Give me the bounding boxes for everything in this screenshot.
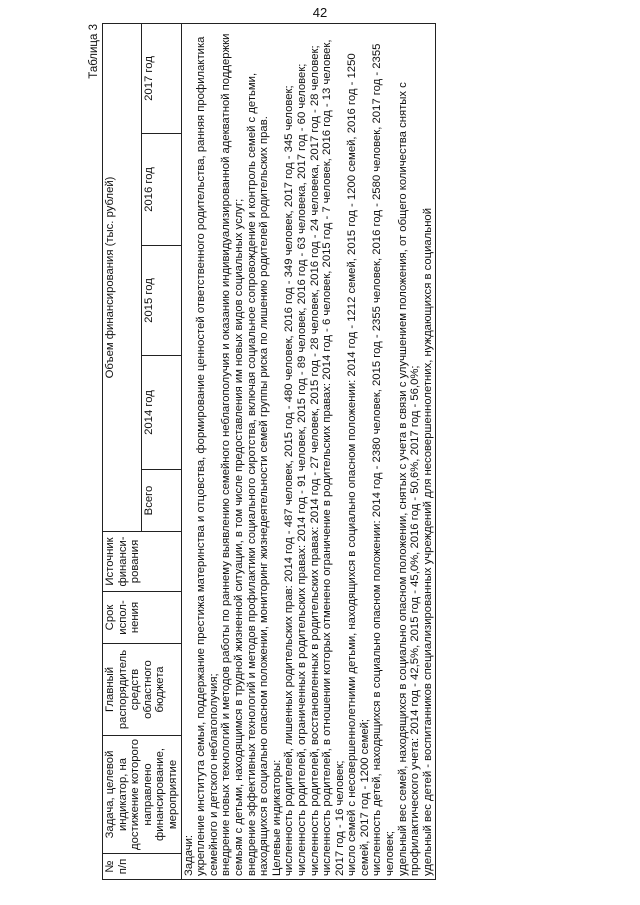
table-body-row: [181, 23, 436, 879]
subheader-2016: 2016 год: [142, 134, 181, 246]
body-line: Задачи:: [182, 834, 195, 876]
body-line: численность родителей, в отношении которых отменено ограничение в родительских правах: 2014 год - 6 человек, 2015 год - 7 человек, 2016 год - 13 человек, 2017 год - 16 человек;: [321, 39, 346, 876]
body-line: число семей с несовершеннолетними детьми, находящихся в социально опасном положении: 2014 год - 1212 семей, 2015 год - 1200 семей, 2016 год - 1250 семей, 2017 год - 1200 семей;: [346, 53, 371, 876]
body-line: удельный вес детей - воспитанников специализированных учреждений для несовершеннолетних, нуждающихся в социальной: [421, 207, 434, 876]
header-source: Источник финанси- рования: [103, 532, 182, 592]
body-line: укрепление института семьи, поддержание престижа материнства и отцовства, формирование ценностей ответственного родительства, ранняя профилактика семейного и детского неблагополучия;: [195, 36, 220, 876]
subheader-total: Всего: [142, 470, 181, 532]
body-line: численность родителей, ограниченных в родительских правах: 2014 год - 91 человек, 2015 год - 89 человек, 2016 год - 63 человека, 2017 год - 60 человек;: [295, 63, 308, 876]
subheader-2017: 2017 год: [142, 23, 181, 133]
body-line: численность родителей, восстановленных в родительских правах: 2014 год - 27 человек, 2015 год - 28 человек, 2016 год - 24 человека, 2017 год - 28 человек;: [308, 45, 321, 876]
body-line: внедрение новых технологий и методов работы по раннему выявлению семейного неблагополучия и оказанию индивидуализированной адекватной поддержки семьям с детьми, находящимся в трудной жизненной ситуации, в том числе предоставления им новых видов социальных услуг;: [220, 33, 245, 876]
table-header-row: [103, 23, 142, 879]
financing-table: [102, 23, 436, 880]
subheader-2014: 2014 год: [142, 356, 181, 470]
body-line: удельный вес семей, находящихся в социально опасном положении, снятых с учета в связи с улучшением положения, от общего количества снятых с профилактического учета: 2014 год - 42,5%, 2015 год - 45,0%, 2016 год - 50,6%, 2017 год - 56,0%;: [396, 82, 422, 876]
body-line: численность детей, находящихся в социально опасном положении: 2014 год - 2380 человек, 2015 год - 2355 человек, 2016 год - 2580 человек, 2017 год - 2355 человек;: [371, 43, 397, 876]
page-number: 42: [312, 5, 328, 20]
subheader-2015: 2015 год: [142, 246, 181, 356]
body-line: Целевые индикаторы:: [270, 759, 283, 876]
header-manager: Главный распорядитель средств областного бюджета: [103, 644, 182, 736]
rotated-table-sheet: [88, 20, 568, 880]
table-caption: Таблица 3: [88, 24, 100, 79]
header-task: Задача, целевой индикатор, на достижение которого направлено финансирование, мероприятие: [103, 736, 182, 854]
header-volume: Объем финансирования (тыс. рублей): [103, 23, 142, 531]
header-num: № п/п: [103, 854, 182, 880]
body-line: численность родителей, лишенных родительских прав: 2014 год - 487 человек, 2015 год - 480 человек, 2016 год - 349 человек, 2017 год - 345 человек;: [283, 85, 296, 876]
body-line: внедрение эффективных технологий и методов профилактики социального сиротства, включая социальное сопровождение и контроль семей с детьми, находящихся в социально опасном положении, мониторинг жизнедеятельности семей группы риска по лишению родителей родительских прав.: [245, 72, 271, 876]
tasks-indicators-cell: [181, 23, 436, 879]
header-term: Срок испол- нения: [103, 592, 182, 644]
